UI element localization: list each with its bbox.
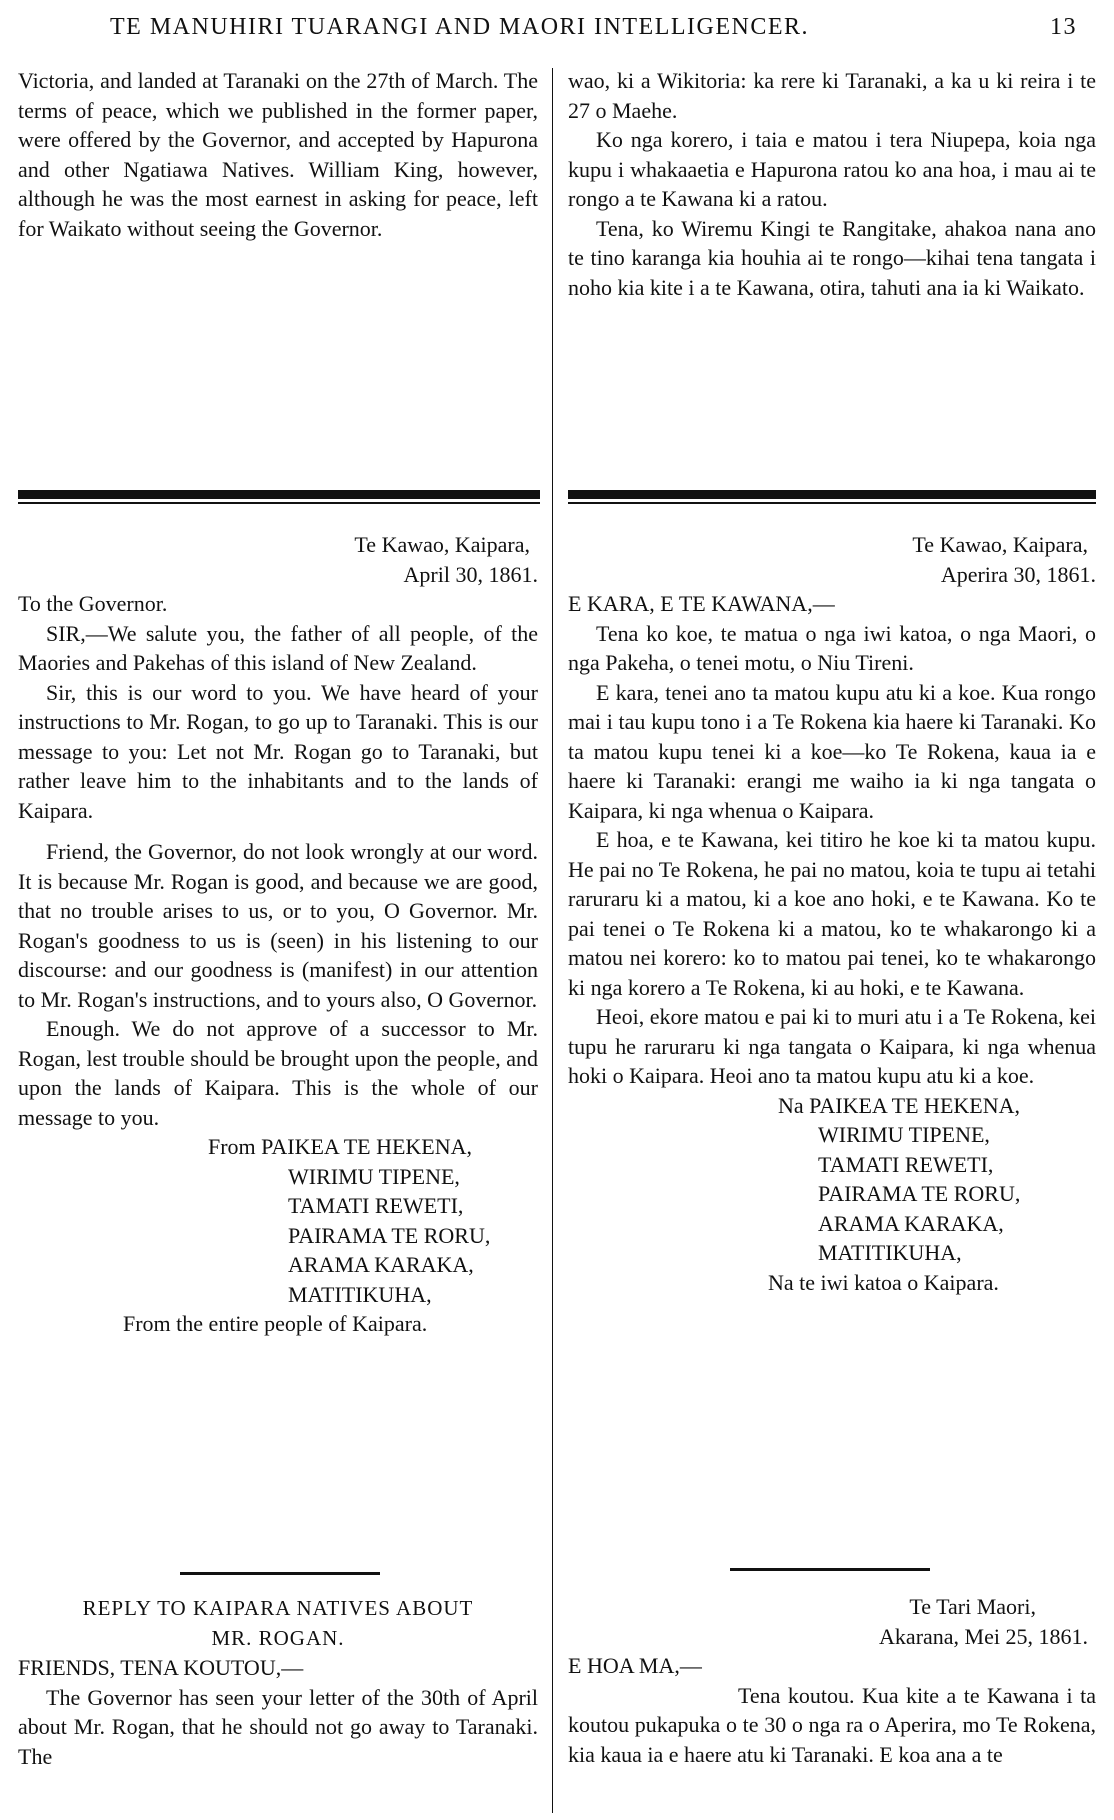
right-reply bbox=[568, 1592, 1096, 1769]
letter-paragraph: E hoa, e te Kawana, kei titiro he koe ki ta matou kupu. He pai no Te Rokena, he pai no matou, koia te tupu ai tetahi raruraru ki a matou, ki a koe ano hoki, e te Kawana. Ko te pai tenei o Te Rokena ki a matou, ko te whakarongo ki a matou nei korero: ko to matou pai tenei, ko te whakarongo ki nga korero a Te Rokena, ki au hoki, e te Kawana. bbox=[568, 827, 1096, 1000]
reply-paragraph: The Governor has seen your letter of the 30th of April about Mr. Rogan, that he should not go away to Taranaki. The bbox=[18, 1684, 538, 1769]
letter-paragraph: Tena ko koe, te matua o nga iwi katoa, o nga Maori, o nga Pakeha, o tenei motu, o Niu Tireni. bbox=[568, 620, 1096, 675]
reply-salutation: FRIENDS, TENA KOUTOU,— bbox=[18, 1655, 304, 1680]
signatory: ARAMA KARAKA, bbox=[288, 1252, 474, 1277]
letter-addressee: E KARA, E TE KAWANA,— bbox=[568, 591, 835, 616]
letter-date: Aperira 30, 1861. bbox=[940, 561, 1096, 587]
letter-from: From PAIKEA TE HEKENA, bbox=[208, 1134, 473, 1159]
letter-paragraph: Heoi, ekore matou e pai ki to muri atu i a Te Rokena, kei tupu he raruraru ki nga tangata o Kaipara, ki nga whenua hoki o Kaipara. Heoi ano ta matou kupu atu ki a koe. bbox=[568, 1004, 1096, 1088]
left-reply bbox=[18, 1594, 538, 1771]
reply-heading: REPLY TO KAIPARA NATIVES ABOUT bbox=[82, 1596, 474, 1620]
section-rule-left bbox=[18, 490, 540, 499]
column-divider bbox=[552, 68, 553, 1813]
section-rule-right bbox=[568, 490, 1096, 499]
reply-heading: MR. ROGAN. bbox=[211, 1625, 345, 1650]
newspaper-title: TE MANUHIRI TUARANGI AND MAORI INTELLIGENCER. bbox=[110, 14, 809, 40]
letter-place: Te Kawao, Kaipara, bbox=[912, 532, 1088, 557]
letter-paragraph: SIR,—We salute you, the father of all people, of the Maories and Pakehas of this island of New Zealand. bbox=[18, 620, 538, 675]
signatory: MATITIKUHA, bbox=[818, 1240, 962, 1265]
signatory: WIRIMU TIPENE, bbox=[818, 1122, 990, 1147]
signatory: PAIRAMA TE RORU, bbox=[818, 1181, 1021, 1206]
left-letter bbox=[18, 530, 538, 1339]
right-top-paragraph: Ko nga korero, i taia e matou i tera Niupepa, koia nga kupu i whakaaetia e Hapurona ratou ko ana hoa, i mau ai te rongo a te Kawana ki a ratou. bbox=[568, 127, 1096, 211]
signatory: WIRIMU TIPENE, bbox=[288, 1163, 460, 1189]
letter-paragraph: Sir, this is our word to you. We have heard of your instructions to Mr. Rogan, to go up to Taranaki. This is our message to you: Let not Mr. Rogan go to Taranaki, but rather leave him to the inhabitants and to the lands of Kaipara. bbox=[18, 679, 538, 823]
signatory: MATITIKUHA, bbox=[288, 1281, 432, 1307]
signatory: TAMATI REWETI, bbox=[288, 1193, 464, 1218]
letter-paragraph: E kara, tenei ano ta matou kupu atu ki a koe. Kua rongo mai i tau kupu tono i a Te Rokena kia haere ki Taranaki. Ko ta matou kupu tenei ki a koe—ko Te Rokena, kaua ia e haere ki Taranaki: erangi me waiho ia ki nga tangata o Kaipara, ki nga whenua o Kaipara. bbox=[568, 679, 1096, 823]
signatory: ARAMA KARAKA, bbox=[818, 1210, 1004, 1236]
reply-salutation: E HOA MA,— bbox=[568, 1653, 702, 1678]
short-divider-right bbox=[730, 1568, 930, 1571]
letter-paragraph: Enough. We do not approve of a successor to Mr. Rogan, lest trouble should be brought upon the people, and upon the lands of Kaipara. This is the whole of our message to you. bbox=[18, 1016, 538, 1130]
page-number: 13 bbox=[1050, 14, 1077, 40]
right-top-article bbox=[568, 66, 1096, 302]
letter-place: Te Kawao, Kaipara, bbox=[354, 532, 530, 557]
signatory: TAMATI REWETI, bbox=[818, 1151, 994, 1177]
letter-paragraph: Friend, the Governor, do not look wrongly at our word. It is because Mr. Rogan is good, and because we are good, that no trouble arises to us, or to you, O Governor. Mr. Rogan's goodness to us is (seen) in his listening to our discourse: and our goodness is (manifest) in our attention to Mr. Rogan's instructions, and to yours also, O Governor. bbox=[18, 839, 538, 1012]
signatory: PAIRAMA TE RORU, bbox=[288, 1222, 491, 1248]
right-letter bbox=[568, 530, 1096, 1297]
left-top-article bbox=[18, 66, 538, 243]
reply-place: Te Tari Maori, bbox=[909, 1594, 1036, 1619]
left-top-paragraph: Victoria, and landed at Taranaki on the 27th of March. The terms of peace, which we published in the former paper, were offered by the Governor, and accepted by Hapurona and other Ngatiawa Natives. William King, however, although he was the most earnest in asking for peace, left for Waikato without seeing the Governor. bbox=[18, 68, 538, 241]
letter-addressee: To the Governor. bbox=[18, 591, 168, 616]
running-header bbox=[0, 14, 1114, 54]
letter-closing: From the entire people of Kaipara. bbox=[123, 1311, 428, 1336]
right-top-paragraph: Tena, ko Wiremu Kingi te Rangitake, ahakoa nana ano te tino karanga kia houhia ai te rongo—kihai tena tangata i noho kia kite i a te Kawana, otira, tahuti ana ia ki Waikato. bbox=[568, 215, 1096, 300]
short-divider-left bbox=[180, 1572, 380, 1575]
letter-from: Na PAIKEA TE HEKENA, bbox=[778, 1092, 1020, 1118]
reply-paragraph: Kua kite a te Kawana i ta koutou pukapuka o te 30 o nga ra o Aperira, mo Te Rokena, kia kaua ia e haere atu ki Taranaki. E koa ana a te bbox=[568, 1682, 1097, 1767]
reply-greeting: Tena koutou. bbox=[738, 1682, 855, 1708]
letter-date: April 30, 1861. bbox=[403, 561, 538, 587]
right-top-paragraph: wao, ki a Wikitoria: ka rere ki Taranaki, a ka u ki reira i te 27 o Maehe. bbox=[568, 68, 1096, 123]
letter-closing: Na te iwi katoa o Kaipara. bbox=[768, 1269, 999, 1295]
reply-date: Akarana, Mei 25, 1861. bbox=[879, 1623, 1088, 1649]
